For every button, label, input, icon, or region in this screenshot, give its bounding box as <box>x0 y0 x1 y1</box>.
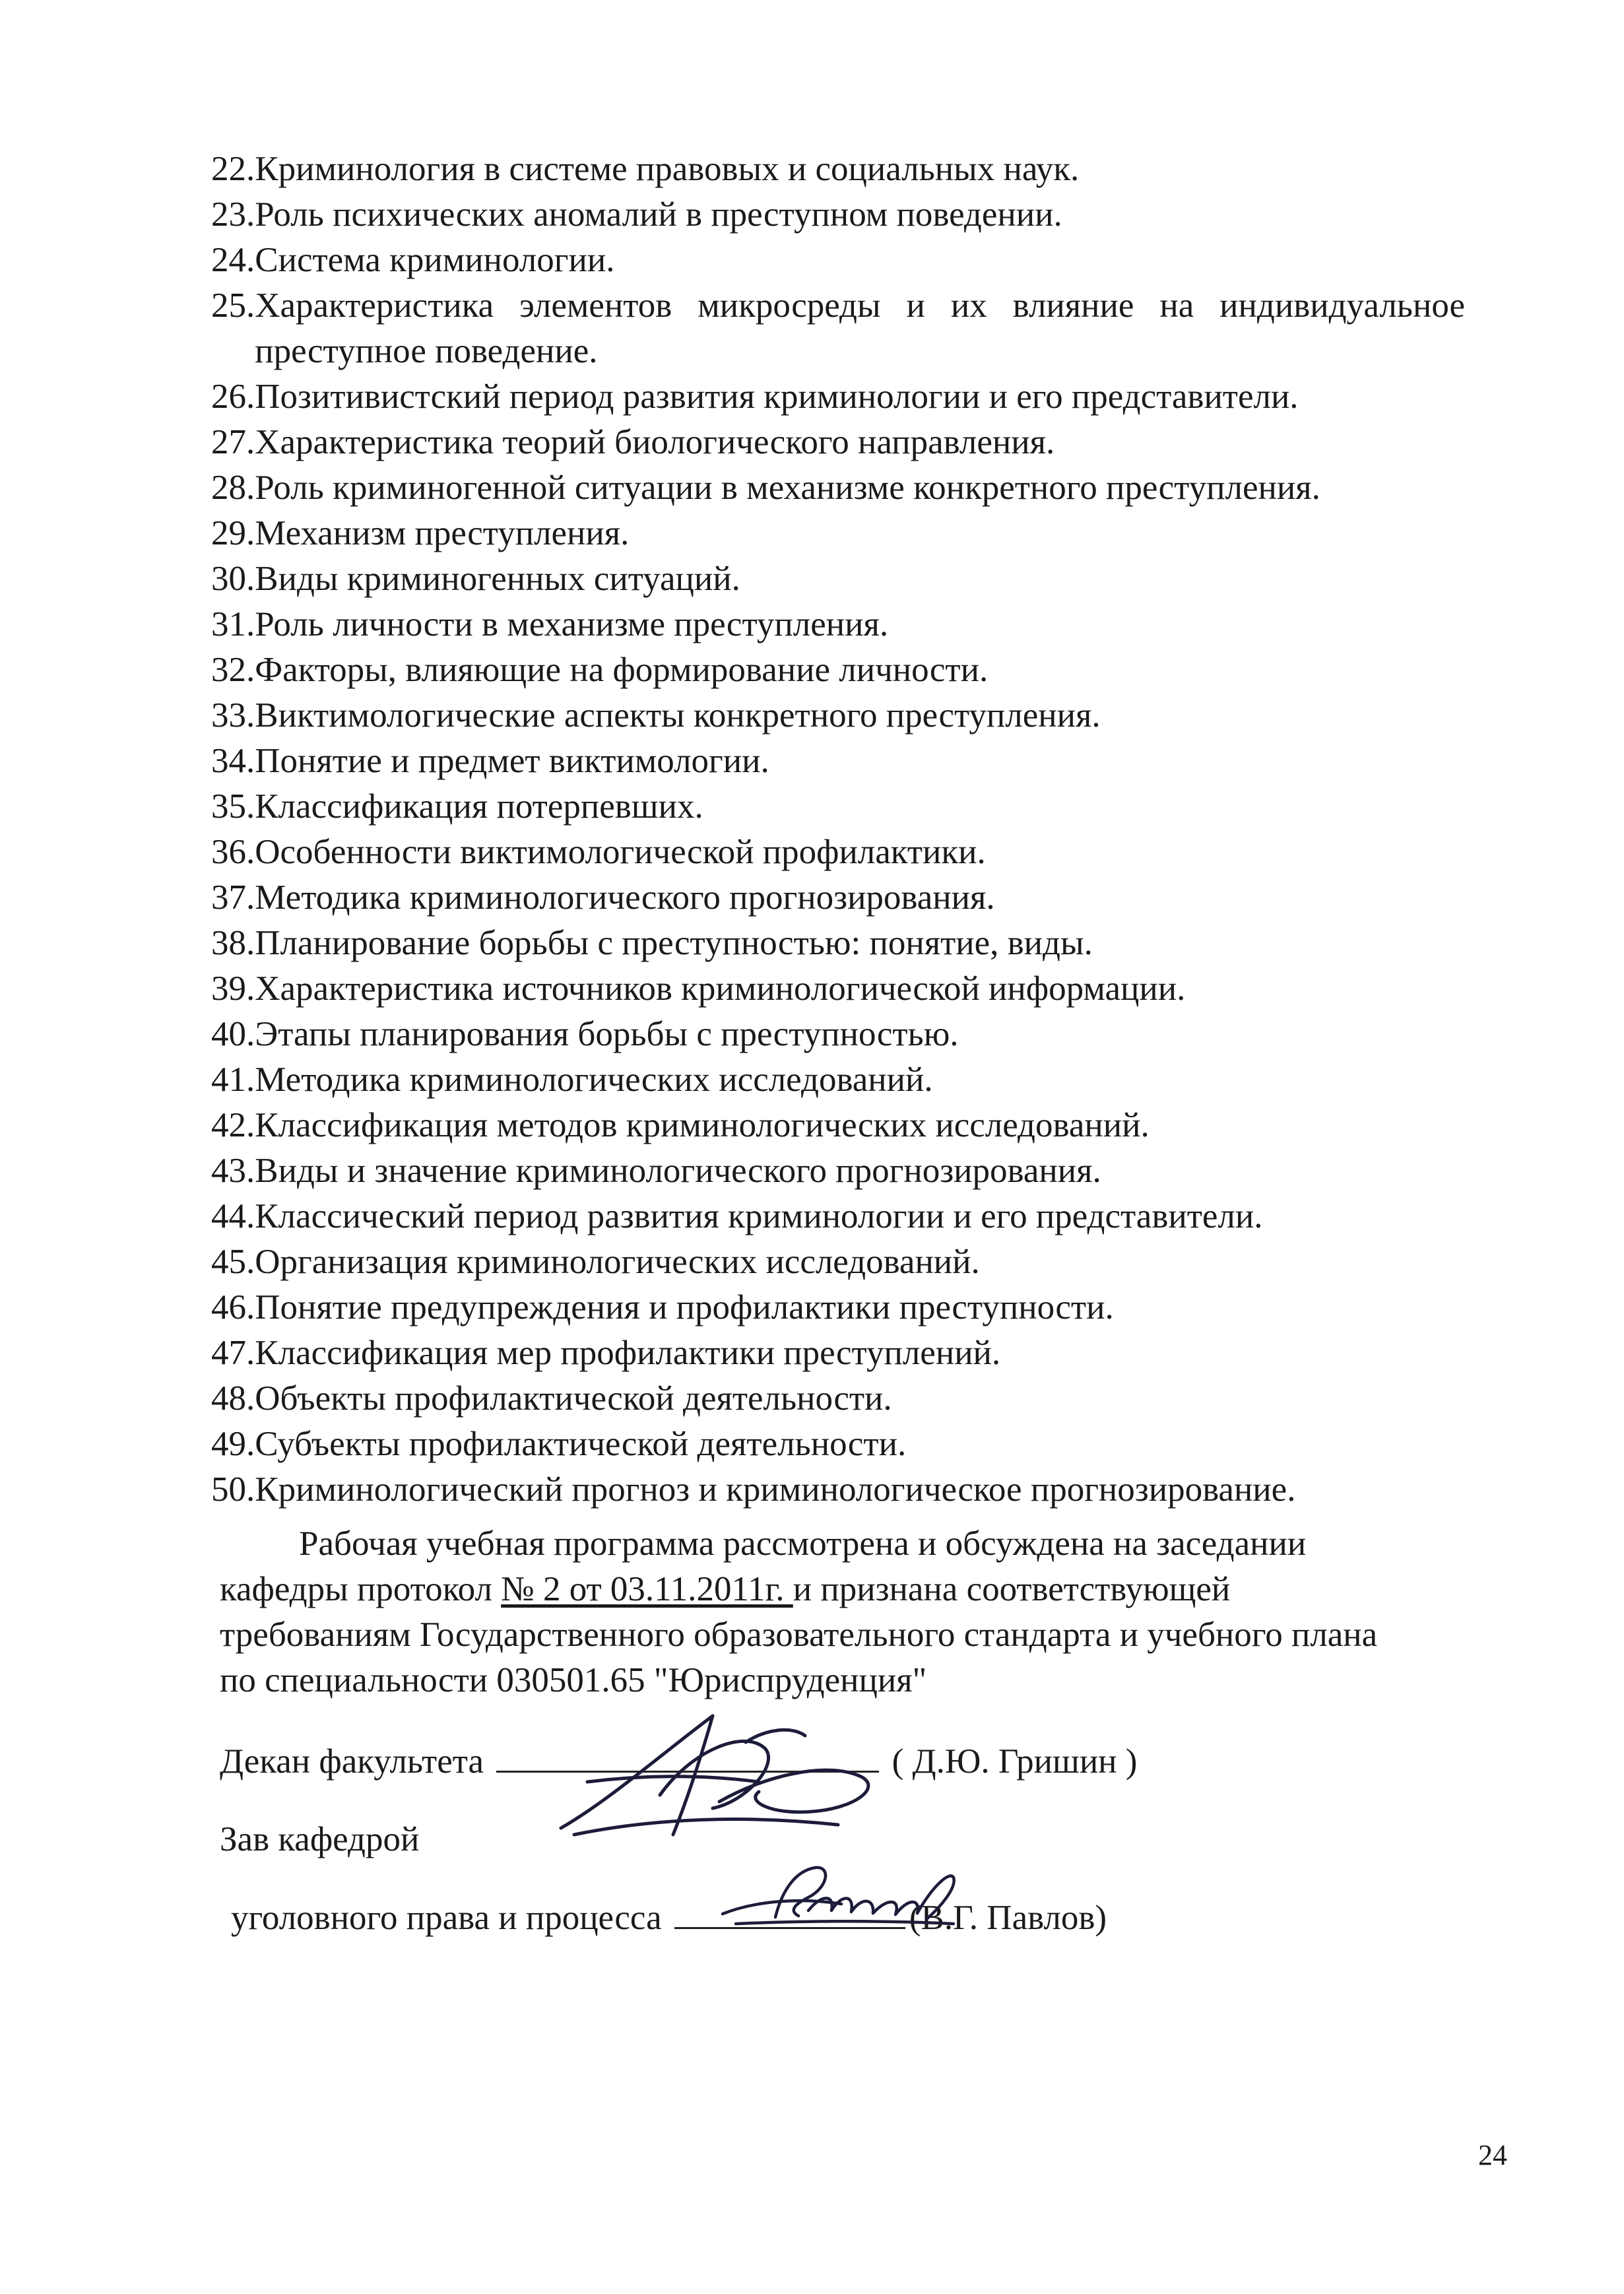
list-item: 22. Криминология в системе правовых и социальных наук. <box>211 150 1080 188</box>
dean-name: ( Д.Ю. Гришин ) <box>892 1742 1138 1781</box>
list-item: 31. Роль личности в механизме преступления. <box>211 605 889 643</box>
list-item: 41. Методика криминологических исследований. <box>211 1061 933 1099</box>
head-name: (В.Г. Павлов) <box>909 1899 1107 1937</box>
list-item: 32. Факторы, влияющие на формирование личности. <box>211 651 989 689</box>
list-item: 47. Классификация мер профилактики преступлений. <box>211 1334 1001 1372</box>
list-item: 39. Характеристика источников криминологической информации. <box>211 969 1186 1008</box>
list-item: 23. Роль психических аномалий в преступном поведении. <box>211 195 1062 234</box>
list-item: 50. Криминологический прогноз и криминологическое прогнозирование. <box>211 1470 1296 1509</box>
list-item: 46. Понятие предупреждения и профилактики преступности. <box>211 1288 1114 1327</box>
list-item: 48. Объекты профилактической деятельности. <box>211 1379 892 1418</box>
list-item: 43. Виды и значение криминологического прогнозирования. <box>211 1152 1101 1190</box>
list-item: 34. Понятие и предмет виктимологии. <box>211 742 769 780</box>
head-signature-icon <box>716 1858 967 1944</box>
list-item: 37. Методика криминологического прогнозирования. <box>211 878 995 917</box>
list-item: 28. Роль криминогенной ситуации в механизме конкретного преступления. <box>211 469 1320 507</box>
list-item: 24. Система криминологии. <box>211 241 615 279</box>
list-item: 27. Характеристика теорий биологического направления. <box>211 423 1055 461</box>
list-item: 25. Характеристика элементов микросреды и их влияние на индивидуальное преступное поведение. <box>211 286 1465 370</box>
list-item: 40. Этапы планирования борьбы с преступностью. <box>211 1015 959 1053</box>
dean-label: Декан факультета <box>220 1742 484 1781</box>
list-item: 49. Субъекты профилактической деятельности. <box>211 1425 907 1463</box>
list-item: 38. Планирование борьбы с преступностью: понятие, виды. <box>211 924 1093 962</box>
list-item: 42. Классификация методов криминологических исследований. <box>211 1106 1150 1144</box>
list-item: 36. Особенности виктимологической профилактики. <box>211 833 986 871</box>
list-item: 26. Позитивистский период развития криминологии и его представители. <box>211 377 1299 416</box>
protocol-reference: № 2 от 03.11.2011г. <box>501 1570 793 1608</box>
dean-signature-icon <box>548 1703 917 1848</box>
list-item: 33. Виктимологические аспекты конкретного преступления. <box>211 696 1101 735</box>
list-item: 45. Организация криминологических исследований. <box>211 1243 980 1281</box>
head-signature-line <box>231 1893 1107 1941</box>
list-item: 44. Классический период развития криминологии и его представители. <box>211 1197 1263 1235</box>
page-number: 24 <box>1478 2139 1507 2171</box>
head-label: уголовного права и процесса <box>231 1899 662 1937</box>
exam-question-list <box>211 147 1465 1513</box>
list-item: 30. Виды криминогенных ситуаций. <box>211 560 740 598</box>
list-item: 29. Механизм преступления. <box>211 514 630 552</box>
head-label-line: Зав кафедрой <box>220 1820 420 1858</box>
approval-paragraph: Рабочая учебная программа рассмотрена и обсуждена на заседании кафедры протокол № 2 от 03.11.2011г. и признана соответствующей требованиям Государственного образовательного стандарта и учебного плана по специальности 030501.65 "Юриспруденция" <box>220 1524 1378 1699</box>
list-item: 35. Классификация потерпевших. <box>211 787 703 826</box>
